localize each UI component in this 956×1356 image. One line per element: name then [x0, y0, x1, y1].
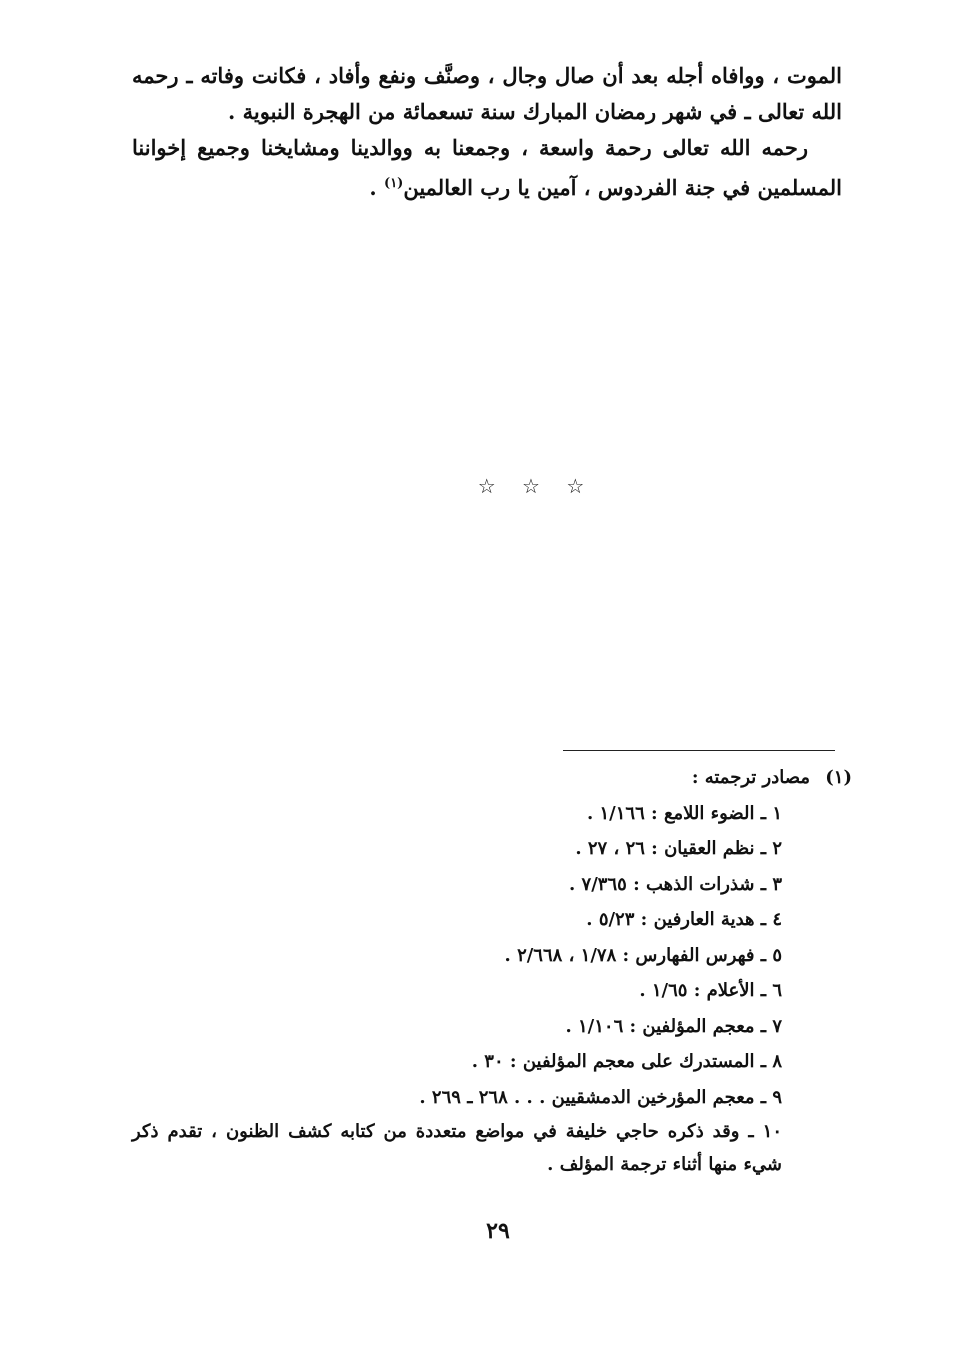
paragraph-prayer-text: رحمه الله تعالى رحمة واسعة ، وجمعنا به ووالدينا ومشايخنا وجميع إخواننا المسلمين في جنة الفردوس ، آمين يا رب العالمين [132, 135, 842, 200]
page-number: ٢٩ [486, 1218, 510, 1244]
source-item: ٣ ـ شذرات الذهب : ٧/٣٦٥ . [569, 873, 782, 895]
footnote-number: (١) [825, 767, 852, 788]
paragraph-death-date: الموت ، ووافاه أجله بعد أن صال وجال ، وصنَّف ونفع وأفاد ، فكانت وفاته ـ رحمه الله تعالى ـ في شهر رمضان المبارك سنة تسعمائة من الهجرة النبوية . [132, 63, 842, 124]
source-item: ١ ـ الضوء اللامع : ١/١٦٦ . [586, 802, 782, 824]
paragraph-prayer-end: . [369, 175, 385, 200]
source-item: ٨ ـ المستدرك على معجم المؤلفين : ٣٠ . [471, 1051, 782, 1072]
main-body-text [132, 58, 842, 206]
footnote-reference-marker: (١) [384, 176, 404, 191]
source-item: ٧ ـ معجم المؤلفين : ١/١٠٦ . [565, 1015, 782, 1037]
separator-star-icon: ☆ [566, 474, 585, 498]
separator-star-icon: ☆ [522, 474, 540, 498]
footnote-divider [563, 750, 835, 751]
source-item: ٥ ـ فهرس الفهارس : ١/٧٨ ، ٢/٦٦٨ . [504, 944, 782, 966]
paragraph-prayer [132, 130, 842, 206]
section-separator [0, 474, 956, 498]
source-item: ٦ ـ الأعلام : ١/٦٥ . [639, 980, 782, 1001]
source-item: ٤ ـ هدية العارفين : ٥/٢٣ . [586, 909, 782, 930]
footnote-heading: مصادر ترجمته : [691, 767, 810, 788]
separator-star-icon: ☆ [477, 474, 496, 498]
source-item: ٢ ـ نظم العقيان : ٢٦ ، ٢٧ . [575, 838, 782, 859]
source-item: ٩ ـ معجم المؤرخين الدمشقيين . . . ٢٦٨ ـ ٢٦٩ . [419, 1086, 782, 1108]
sources-list [132, 796, 852, 1116]
footnotes-section [132, 760, 852, 1181]
footnote-heading-row [132, 760, 852, 796]
source-item-last: ١٠ ـ وقد ذكره حاجي خليفة في مواضع متعددة من كتابه كشف الظنون ، تقدم ذكر شيء منها أثناء ترجمة المؤلف . [132, 1121, 782, 1175]
